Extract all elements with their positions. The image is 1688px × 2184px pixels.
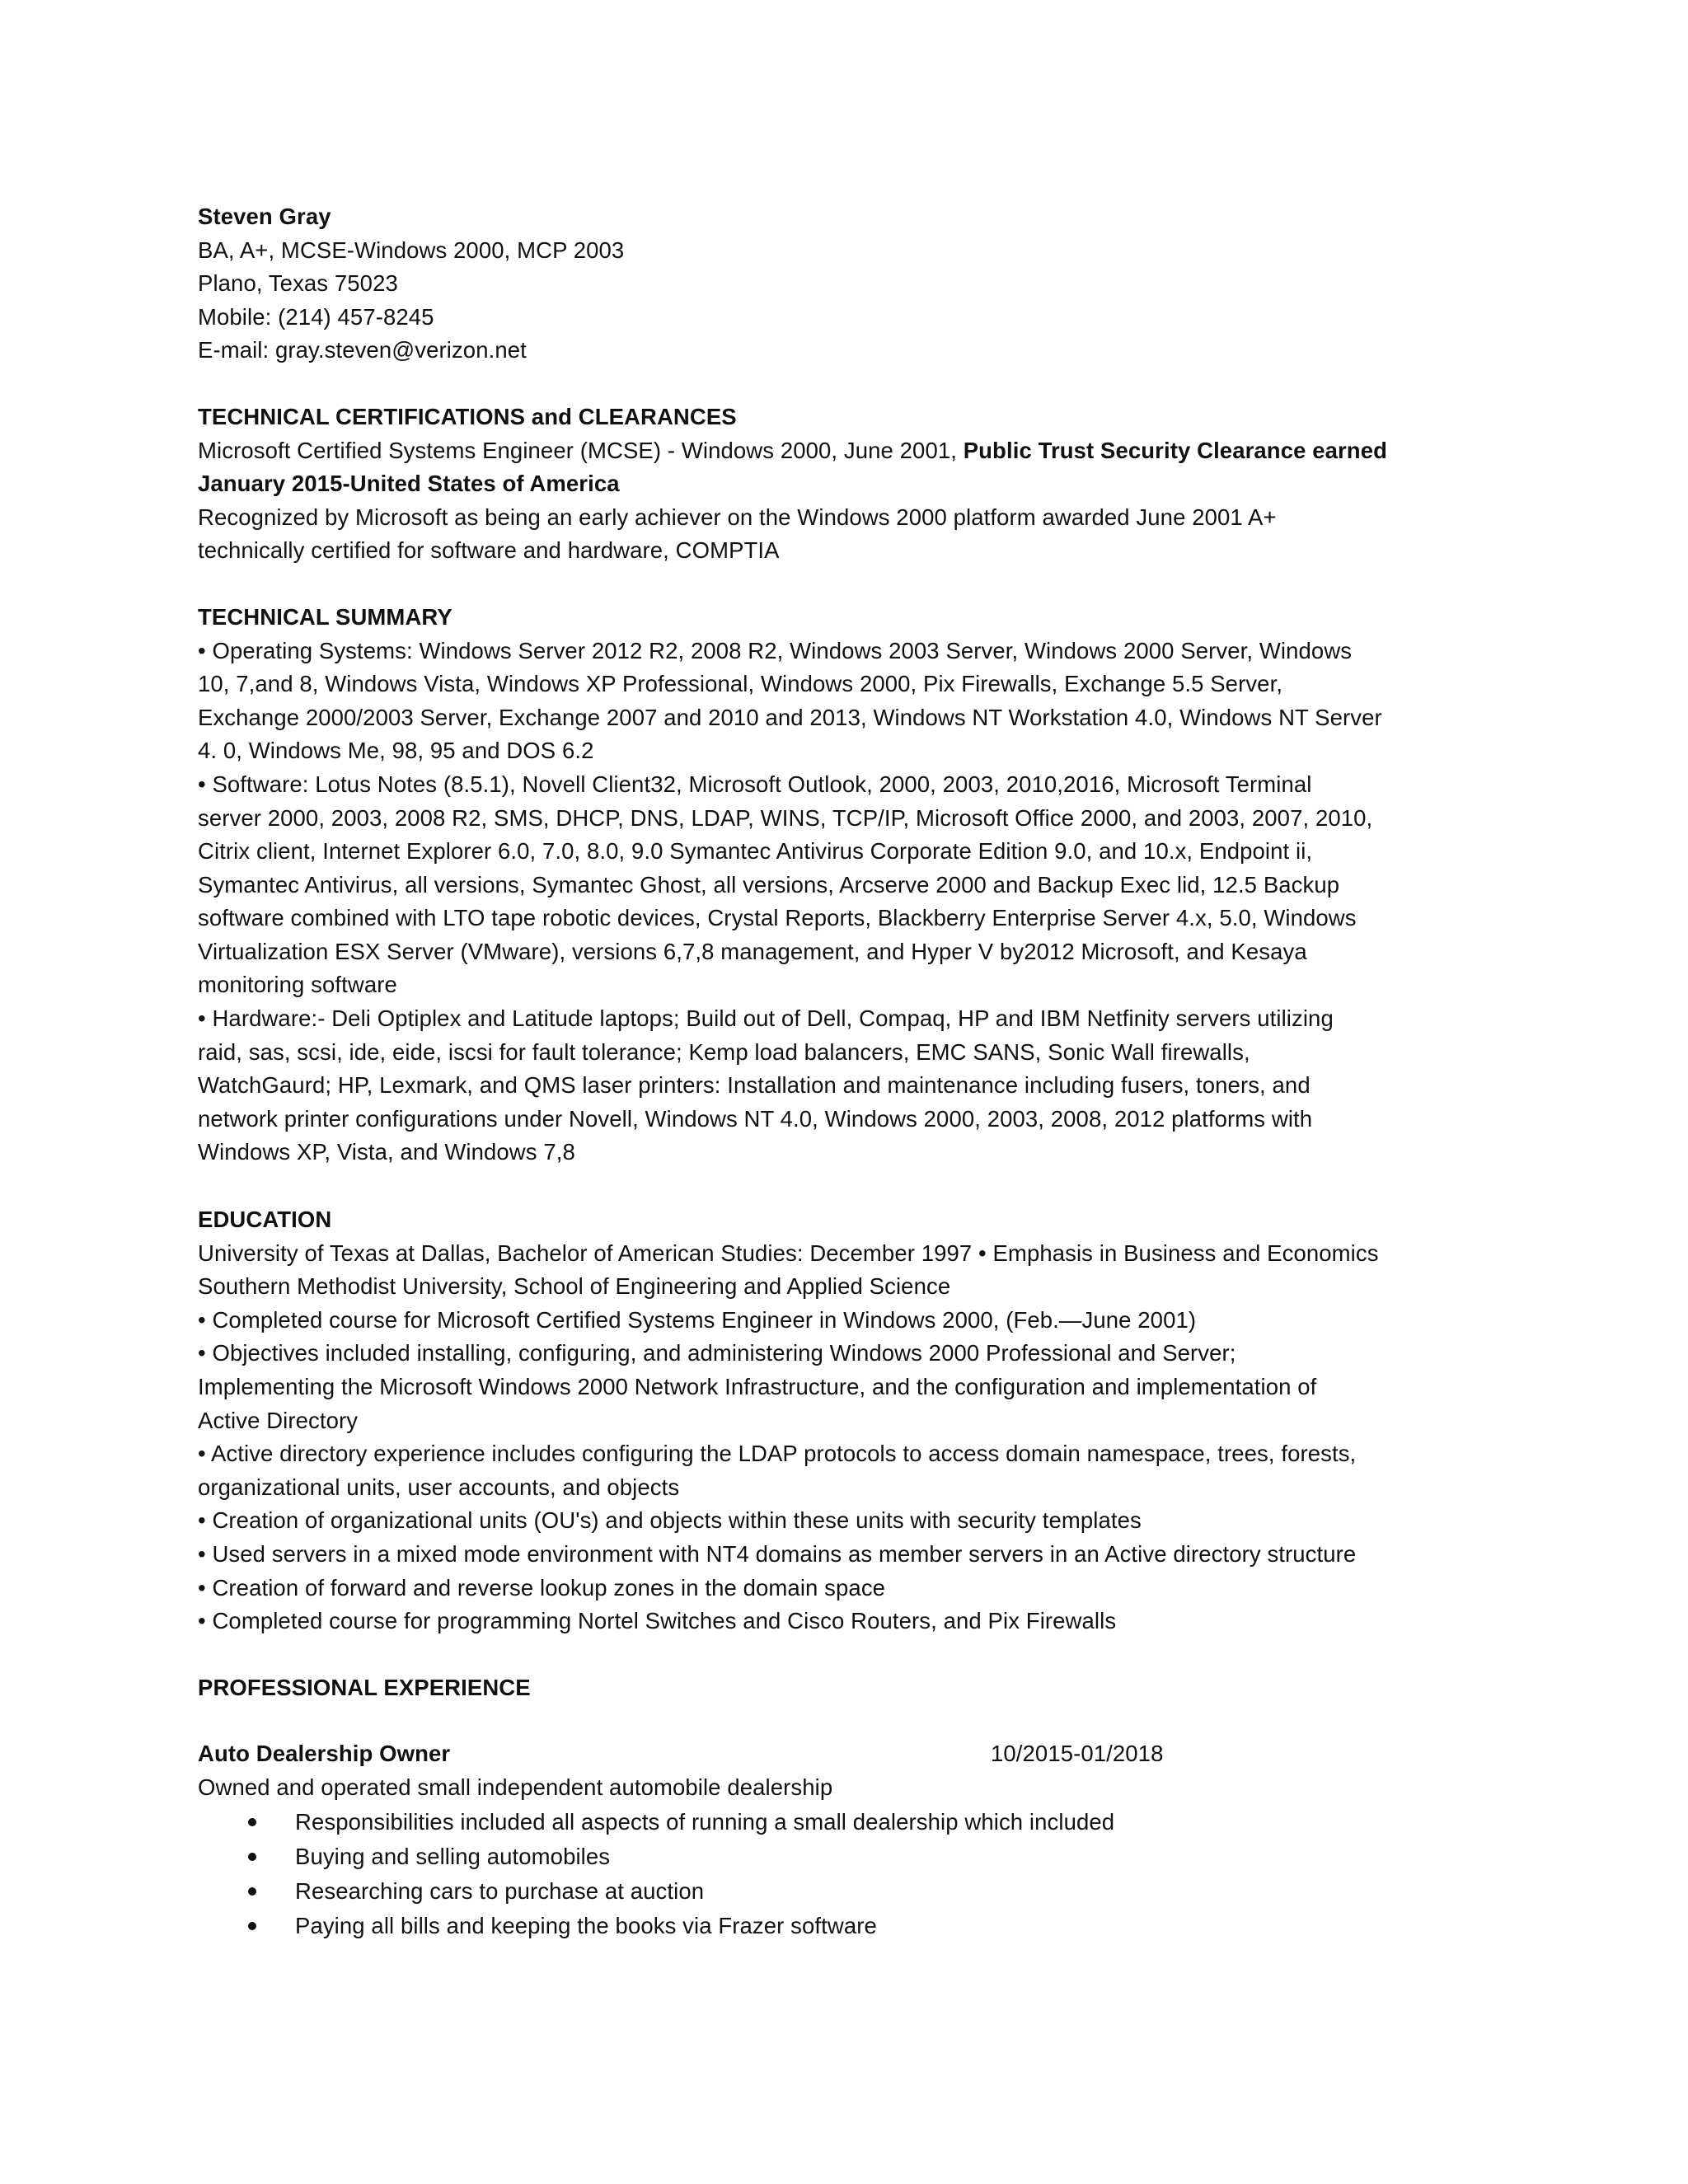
email-address: E-mail: gray.steven@verizon.net: [198, 337, 527, 363]
summary-line: Symantec Antivirus, all versions, Symantec Ghost, all versions, Arcserve 2000 and Backup Exec lid, 12.5 Backup: [198, 871, 1340, 898]
job-bullet: [198, 1840, 1517, 1874]
job-description: Owned and operated small independent automobile dealership: [198, 1774, 833, 1800]
summary-line: raid, sas, scsi, ide, eide, iscsi for fault tolerance; Kemp load balancers, EMC SANS, Sonic Wall firewalls,: [198, 1038, 1250, 1065]
bullet-dot-icon: [248, 1887, 256, 1896]
credentials: BA, A+, MCSE-Windows 2000, MCP 2003: [198, 237, 625, 263]
comptia-text: technically certified for software and hardware, COMPTIA: [198, 537, 780, 564]
education-line: • Completed course for programming Nortel Switches and Cisco Routers, and Pix Firewalls: [198, 1608, 1117, 1634]
job-bullet-text: Buying and selling automobiles: [295, 1843, 611, 1869]
summary-line: Citrix client, Internet Explorer 6.0, 7.0, 8.0, 9.0 Symantec Antivirus Corporate Edition 9.0, and 10.x, Endpoint ii,: [198, 838, 1313, 865]
bullet-dot-icon: [248, 1922, 256, 1930]
job-bullet: [198, 1874, 1517, 1909]
summary-line: • Hardware:- Deli Optiplex and Latitude laptops; Build out of Dell, Compaq, HP and IBM Netfinity servers utilizing: [198, 1005, 1334, 1032]
technical-summary-heading: TECHNICAL SUMMARY: [198, 603, 452, 630]
job-bullet-text: Researching cars to purchase at auction: [295, 1877, 705, 1904]
education-line: Southern Methodist University, School of Engineering and Applied Science: [198, 1273, 951, 1300]
clearance-text: Public Trust Security Clearance earned: [963, 437, 1388, 463]
certifications-heading: TECHNICAL CERTIFICATIONS and CLEARANCES: [198, 403, 737, 429]
job-dates: 10/2015-01/2018: [991, 1741, 1164, 1767]
job-bullet: [198, 1909, 1517, 1943]
education-heading: EDUCATION: [198, 1207, 332, 1233]
summary-line: monitoring software: [198, 972, 397, 998]
summary-line: • Software: Lotus Notes (8.5.1), Novell Client32, Microsoft Outlook, 2000, 2003, 2010,2016, Microsoft Terminal: [198, 771, 1312, 797]
location: Plano, Texas 75023: [198, 270, 398, 297]
candidate-name: Steven Gray: [198, 204, 331, 229]
summary-line: 4. 0, Windows Me, 98, 95 and DOS 6.2: [198, 738, 594, 764]
experience-section: [198, 1671, 1517, 1943]
technical-summary-section: [198, 601, 1517, 1169]
resume-page: [198, 200, 1517, 1943]
education-line: • Completed course for Microsoft Certified Systems Engineer in Windows 2000, (Feb.—June 2001): [198, 1306, 1197, 1333]
education-line: • Creation of organizational units (OU's) and objects within these units with security templates: [198, 1507, 1142, 1534]
education-line: • Used servers in a mixed mode environment with NT4 domains as member servers in an Active directory structure: [198, 1540, 1357, 1567]
education-line: • Creation of forward and reverse lookup zones in the domain space: [198, 1574, 886, 1601]
education-line: • Active directory experience includes configuring the LDAP protocols to access domain namespace, trees, forests,: [198, 1441, 1357, 1467]
education-line: Implementing the Microsoft Windows 2000 Network Infrastructure, and the configuration and implementation of: [198, 1374, 1317, 1399]
summary-line: WatchGaurd; HP, Lexmark, and QMS laser printers: Installation and maintenance including fusers, toners, and: [198, 1072, 1311, 1099]
job-bullet-text: Responsibilities included all aspects of running a small dealership which included: [295, 1808, 1115, 1835]
education-line: University of Texas at Dallas, Bachelor of American Studies: December 1997 • Emphasis in Business and Economics: [198, 1240, 1379, 1266]
contact-block: [198, 200, 1517, 368]
job-title: Auto Dealership Owner: [198, 1741, 451, 1767]
job-bullet: [198, 1805, 1517, 1840]
summary-line: Windows XP, Vista, and Windows 7,8: [198, 1139, 575, 1165]
education-line: organizational units, user accounts, and objects: [198, 1474, 680, 1500]
experience-heading: PROFESSIONAL EXPERIENCE: [198, 1674, 531, 1700]
certifications-line: [198, 434, 1517, 468]
education-section: [198, 1203, 1517, 1638]
summary-line: Virtualization ESX Server (VMware), versions 6,7,8 management, and Hyper V by2012 Microsoft, and Kesaya: [198, 938, 1307, 964]
education-line: • Objectives included installing, configuring, and administering Windows 2000 Professional and Server;: [198, 1340, 1236, 1366]
recognition-text: Recognized by Microsoft as being an early achiever on the Windows 2000 platform awarded June 2001 A+: [198, 504, 1277, 530]
summary-line: • Operating Systems: Windows Server 2012 R2, 2008 R2, Windows 2003 Server, Windows 2000 Server, Windows: [198, 637, 1353, 663]
bullet-dot-icon: [248, 1818, 256, 1826]
job-header: [198, 1737, 1517, 1771]
mobile-phone: Mobile: (214) 457-8245: [198, 303, 434, 330]
summary-line: 10, 7,and 8, Windows Vista, Windows XP Professional, Windows 2000, Pix Firewalls, Exchange 5.5 Server,: [198, 671, 1283, 697]
job-bullet-text: Paying all bills and keeping the books via Frazer software: [295, 1912, 877, 1938]
summary-line: network printer configurations under Novell, Windows NT 4.0, Windows 2000, 2003, 2008, 2012 platforms with: [198, 1105, 1313, 1132]
summary-line: Exchange 2000/2003 Server, Exchange 2007 and 2010 and 2013, Windows NT Workstation 4.0, Windows NT Server: [198, 704, 1382, 730]
clearance-date: January 2015-United States of America: [198, 471, 620, 497]
bullet-dot-icon: [248, 1853, 256, 1861]
certifications-section: [198, 401, 1517, 568]
summary-line: software combined with LTO tape robotic devices, Crystal Reports, Blackberry Enterprise Server 4.x, 5.0, Windows: [198, 905, 1357, 931]
mcse-certification-text: Microsoft Certified Systems Engineer (MCSE) - Windows 2000, June 2001,: [198, 437, 964, 463]
summary-line: server 2000, 2003, 2008 R2, SMS, DHCP, DNS, LDAP, WINS, TCP/IP, Microsoft Office 2000, and 2003, 2007, 2010,: [198, 804, 1373, 831]
education-line: Active Directory: [198, 1407, 359, 1433]
